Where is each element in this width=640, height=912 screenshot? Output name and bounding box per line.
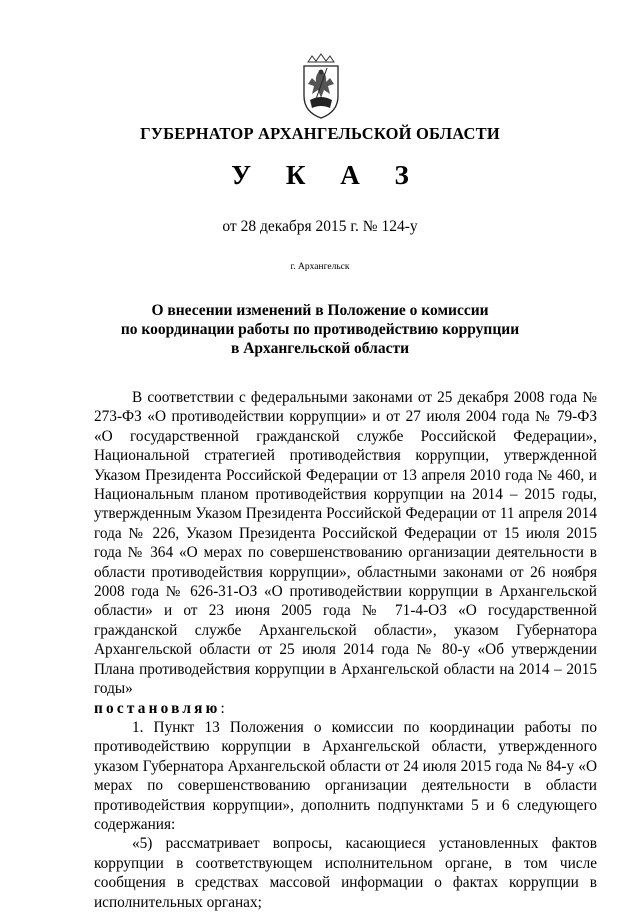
issuing-authority: ГУБЕРНАТОР АРХАНГЕЛЬСКОЙ ОБЛАСТИ (140, 124, 500, 143)
document-type: У К А З (231, 160, 423, 190)
subitem-5-paragraph: «5) рассматривает вопросы, касающиеся установленных фактов коррупции в соответствующем исполнительном органе, в том числе сообщения в средствах массовой информации о фактах коррупции в исполнительных органах; (94, 835, 597, 911)
title-line: в Архангельской области (230, 340, 410, 357)
document-title (0, 301, 640, 358)
preamble-paragraph: В соответствии с федеральными законами от 25 декабря 2008 года № 273-ФЗ «О противодействии коррупции» и от 27 июля 2004 года № 79-ФЗ «О государственной гражданской службе Российской Федерации», Национальной стратегией противодействия коррупции, утвержденной Указом Президента Российской Федерации от 13 апреля 2010 года № 460, и Национальным планом противодействия коррупции на 2014 – 2015 годы, утвержденным Указом Президента Российской Федерации от 11 апреля 2014 года № 226, Указом Президента Российской Федерации от 15 июля 2015 года № 364 «О мерах по совершенствованию организации деятельности в области противодействия коррупции», областными законами от 26 ноября 2008 года № 626-31-ОЗ «О противодействии коррупции в Архангельской области» и от 23 июня 2005 года № 71-4-ОЗ «О государственной гражданской службе Архангельской области», указом Губернатора Архангельской области от 25 июля 2014 года № 80-у «Об утверждении Плана противодействия коррупции в Архангельской области на 2014 – 2015 годы» (94, 389, 597, 698)
archangelsk-coat-of-arms-icon (298, 52, 344, 120)
title-line: О внесении изменений в Положение о комиссии (151, 302, 489, 319)
decree-word: постановляю (94, 699, 221, 717)
decree-colon: : (220, 699, 225, 717)
decree-line (94, 699, 597, 718)
document-city: г. Архангельск (290, 262, 350, 272)
title-line: по координации работы по противодействию коррупции (120, 321, 520, 338)
document-body (94, 388, 597, 912)
item-1-paragraph: 1. Пункт 13 Положения о комиссии по координации работы по противодействию коррупции в Архангельской области, утвержденного указом Губернатора Архангельской области от 24 июля 2015 года № 84-у «О мерах по совершенствованию организации деятельности в области противодействия коррупции», дополнить подпунктами 5 и 6 следующего содержания: (94, 718, 597, 833)
document-date-number: от 28 декабря 2015 г. № 124-у (222, 218, 418, 235)
